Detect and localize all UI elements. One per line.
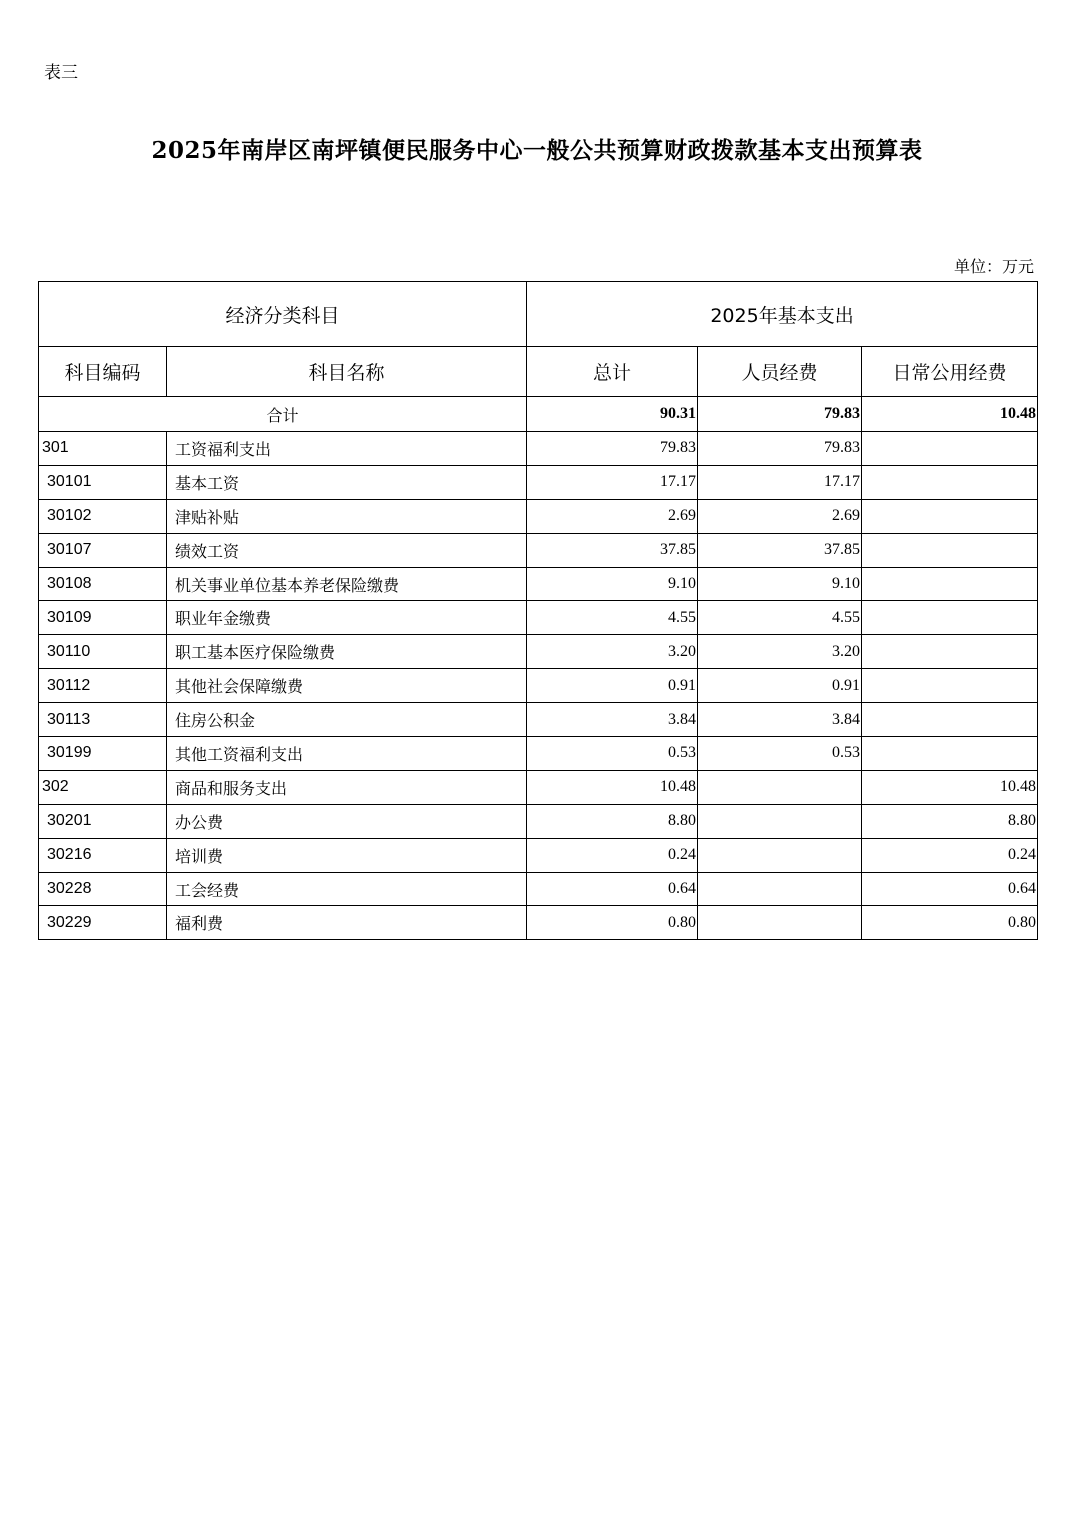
row-name: 绩效工资 — [167, 533, 527, 567]
row-personnel: 0.91 — [698, 669, 862, 703]
row-name: 福利费 — [167, 906, 527, 940]
row-public — [862, 499, 1038, 533]
row-total: 17.17 — [527, 465, 698, 499]
row-total: 4.55 — [527, 601, 698, 635]
row-total: 3.84 — [527, 703, 698, 737]
row-personnel: 17.17 — [698, 465, 862, 499]
row-personnel: 3.20 — [698, 635, 862, 669]
row-total: 0.80 — [527, 906, 698, 940]
row-total: 10.48 — [527, 770, 698, 804]
unit-label: 单位：万元 — [953, 257, 1034, 276]
row-total: 8.80 — [527, 804, 698, 838]
row-public — [862, 635, 1038, 669]
row-code: 30113 — [39, 703, 167, 737]
row-name: 职工基本医疗保险缴费 — [167, 635, 527, 669]
row-total: 37.85 — [527, 533, 698, 567]
row-personnel: 4.55 — [698, 601, 862, 635]
row-code: 30101 — [39, 465, 167, 499]
header-economic-classification: 经济分类科目 — [39, 282, 527, 347]
table-row — [39, 499, 1038, 533]
table-row — [39, 432, 1038, 466]
budget-table — [38, 281, 1038, 940]
total-amount: 90.31 — [527, 397, 698, 432]
total-label: 合计 — [39, 397, 527, 432]
row-public — [862, 669, 1038, 703]
row-public — [862, 432, 1038, 466]
row-code: 30216 — [39, 838, 167, 872]
row-public — [862, 601, 1038, 635]
row-total: 0.24 — [527, 838, 698, 872]
row-total: 2.69 — [527, 499, 698, 533]
table-row — [39, 703, 1038, 737]
row-public — [862, 465, 1038, 499]
table-row — [39, 872, 1038, 906]
row-name: 商品和服务支出 — [167, 770, 527, 804]
row-total: 79.83 — [527, 432, 698, 466]
row-public — [862, 567, 1038, 601]
row-total: 9.10 — [527, 567, 698, 601]
row-code: 301 — [39, 432, 167, 466]
row-public — [862, 737, 1038, 771]
row-public — [862, 533, 1038, 567]
table-row — [39, 567, 1038, 601]
table-row — [39, 906, 1038, 940]
header-public: 日常公用经费 — [862, 347, 1038, 397]
row-total: 0.91 — [527, 669, 698, 703]
row-personnel: 2.69 — [698, 499, 862, 533]
row-code: 30110 — [39, 635, 167, 669]
header-personnel: 人员经费 — [698, 347, 862, 397]
row-name: 基本工资 — [167, 465, 527, 499]
row-personnel: 37.85 — [698, 533, 862, 567]
row-code: 30201 — [39, 804, 167, 838]
total-personnel: 79.83 — [698, 397, 862, 432]
row-name: 住房公积金 — [167, 703, 527, 737]
page-title: 2025年南岸区南坪镇便民服务中心一般公共预算财政拨款基本支出预算表 — [151, 137, 923, 164]
row-personnel: 79.83 — [698, 432, 862, 466]
row-code: 30228 — [39, 872, 167, 906]
row-name: 培训费 — [167, 838, 527, 872]
row-code: 30199 — [39, 737, 167, 771]
row-public: 8.80 — [862, 804, 1038, 838]
table-row — [39, 770, 1038, 804]
table-row — [39, 804, 1038, 838]
row-code: 30108 — [39, 567, 167, 601]
row-public: 0.24 — [862, 838, 1038, 872]
row-name: 职业年金缴费 — [167, 601, 527, 635]
row-code: 30102 — [39, 499, 167, 533]
row-code: 30229 — [39, 906, 167, 940]
table-row — [39, 669, 1038, 703]
row-name: 工资福利支出 — [167, 432, 527, 466]
row-personnel: 3.84 — [698, 703, 862, 737]
table-row — [39, 601, 1038, 635]
row-personnel — [698, 872, 862, 906]
row-public: 10.48 — [862, 770, 1038, 804]
row-public: 0.64 — [862, 872, 1038, 906]
table-row — [39, 465, 1038, 499]
row-public — [862, 703, 1038, 737]
row-name: 津贴补贴 — [167, 499, 527, 533]
header-name: 科目名称 — [167, 347, 527, 397]
row-name: 办公费 — [167, 804, 527, 838]
header-total: 总计 — [527, 347, 698, 397]
table-row — [39, 533, 1038, 567]
row-total: 0.64 — [527, 872, 698, 906]
header-basic-expenditure: 2025年基本支出 — [527, 282, 1038, 347]
row-personnel — [698, 804, 862, 838]
table-row — [39, 635, 1038, 669]
row-name: 机关事业单位基本养老保险缴费 — [167, 567, 527, 601]
table-label: 表三 — [44, 63, 78, 83]
table-row — [39, 838, 1038, 872]
row-name: 其他社会保障缴费 — [167, 669, 527, 703]
row-total: 3.20 — [527, 635, 698, 669]
row-code: 30112 — [39, 669, 167, 703]
row-name: 工会经费 — [167, 872, 527, 906]
row-name: 其他工资福利支出 — [167, 737, 527, 771]
row-code: 302 — [39, 770, 167, 804]
table-row — [39, 737, 1038, 771]
row-code: 30107 — [39, 533, 167, 567]
header-code: 科目编码 — [39, 347, 167, 397]
row-personnel: 0.53 — [698, 737, 862, 771]
row-total: 0.53 — [527, 737, 698, 771]
row-personnel — [698, 906, 862, 940]
row-personnel — [698, 838, 862, 872]
row-public: 0.80 — [862, 906, 1038, 940]
row-code: 30109 — [39, 601, 167, 635]
row-personnel: 9.10 — [698, 567, 862, 601]
row-personnel — [698, 770, 862, 804]
total-row — [39, 397, 1038, 432]
total-public: 10.48 — [862, 397, 1038, 432]
